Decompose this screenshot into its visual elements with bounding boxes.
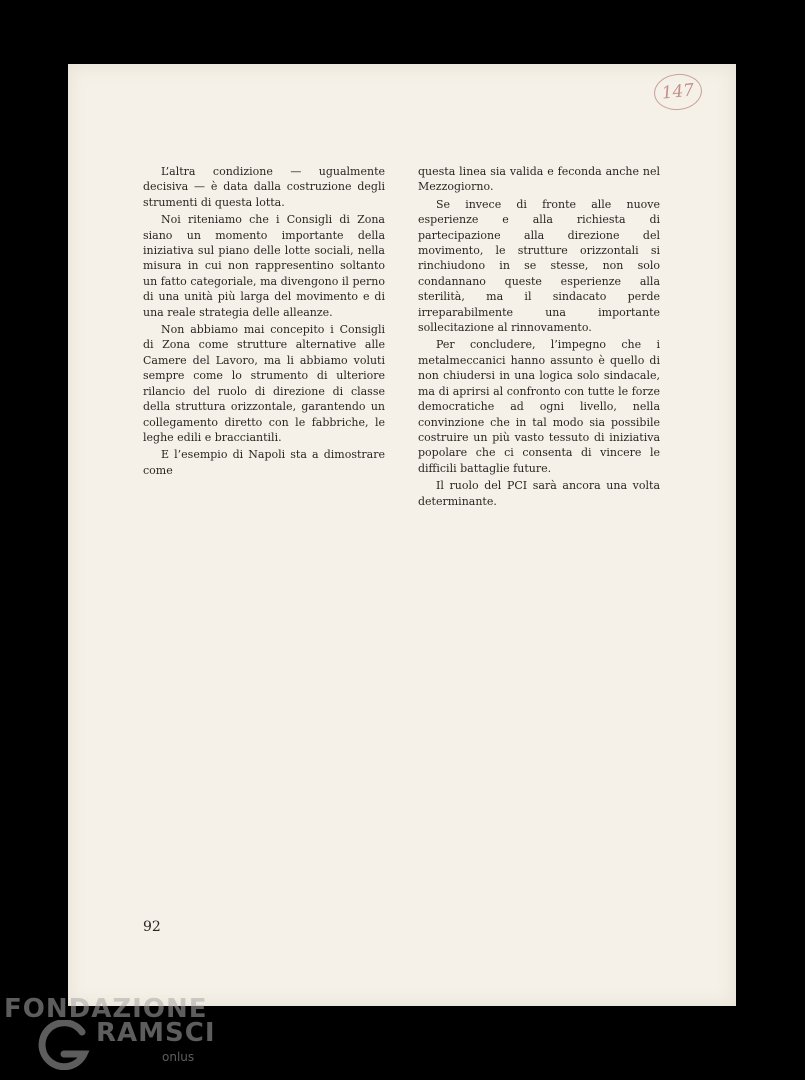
document-page: [68, 64, 736, 1006]
fondazione-gramsci-watermark: [0, 990, 260, 1080]
page-number: 92: [143, 919, 161, 935]
gramsci-g-logo-icon: [34, 1020, 92, 1070]
paragraph: Noi riteniamo che i Consigli di Zona siano un momento importante della iniziativa sul piano delle lotte sociali, nella misura in cui non rappresentino soltanto un fatto categoriale, ma divengono il perno di una unità più larga del movimento e di una reale strategia delle alleanze.: [143, 213, 385, 319]
watermark-line-1: FONDAZIONE: [4, 994, 208, 1024]
watermark-line-2: RAMSCI: [96, 1018, 216, 1048]
paragraph: questa linea sia valida e feconda anche nel Mezzogiorno.: [418, 165, 660, 194]
archive-number-stamp: 147: [652, 72, 704, 113]
paragraph: Non abbiamo mai concepito i Consigli di Zona come strutture alternative alle Camere del Lavoro, ma li abbiamo voluti sempre come lo strumento di ulteriore rilancio del ruolo di direzione di classe della struttura orizzontale, garantendo un collegamento diretto con le fabbriche, le leghe edili e bracciantili.: [143, 323, 385, 444]
watermark-suffix: onlus: [162, 1050, 195, 1064]
paragraph: Il ruolo del PCI sarà ancora una volta determinante.: [418, 479, 660, 508]
right-text-column: [418, 164, 660, 509]
paragraph: Se invece di fronte alle nuove esperienze e alla richiesta di partecipazione alla direzione del movimento, le strutture orizzontali si rinchiudono in se stesse, non solo condannano queste esperienze alla sterilità, ma il sindacato perde irreparabilmente una importante sollecitazione al rinnovamento.: [418, 197, 660, 335]
paragraph: E l’esempio di Napoli sta a dimostrare come: [143, 448, 385, 477]
left-text-column: [143, 164, 385, 478]
paragraph: L’altra condizione — ugualmente decisiva — è data dalla costruzione degli strumenti di questa lotta.: [143, 165, 385, 209]
paragraph: Per concludere, l’impegno che i metalmeccanici hanno assunto è quello di non chiudersi in una logica solo sindacale, ma di aprirsi al confronto con tutte le forze democratiche ad ogni livello, nella convinzione che in tal modo sia possibile costruire un più vasto tessuto di iniziativa popolare che ci consenta di vincere le difficili battaglie future.: [418, 338, 660, 475]
